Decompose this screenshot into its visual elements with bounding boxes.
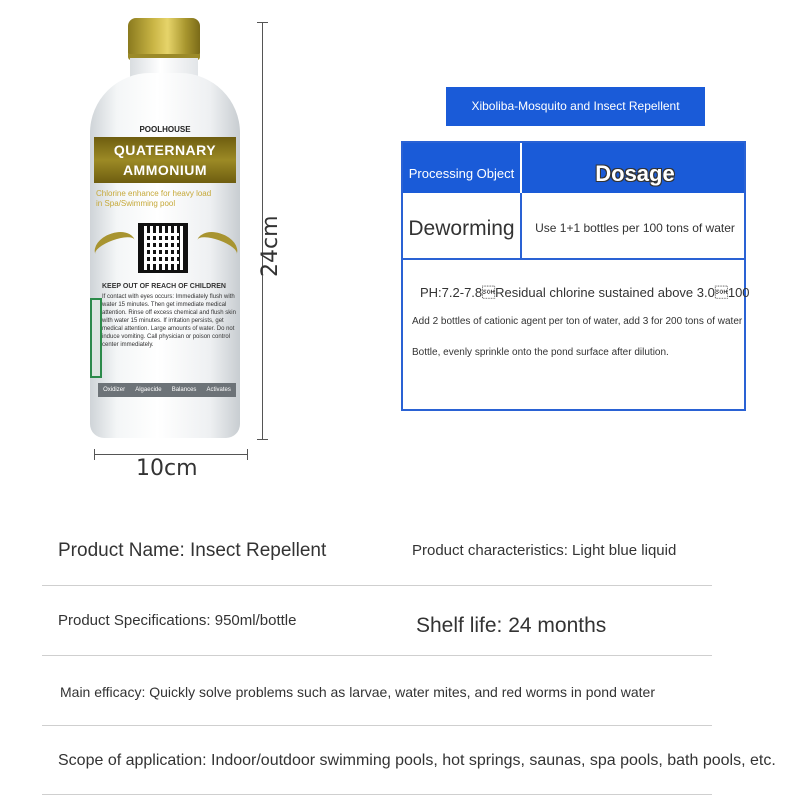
table-row: [403, 193, 744, 260]
height-dimension-label: 24cm: [258, 215, 283, 277]
bottle-foot-band: [98, 383, 236, 397]
swoosh-left-icon: [90, 227, 139, 268]
instruction-line-2: Bottle, evenly sprinkle onto the pond surface after dilution.: [412, 347, 669, 358]
product-characteristics: Product characteristics: Light blue liquid: [412, 542, 677, 559]
divider: [42, 725, 712, 726]
warning-title: KEEP OUT OF REACH OF CHILDREN: [102, 283, 226, 290]
product-specifications: Product Specifications: 950ml/bottle: [58, 612, 297, 629]
label-subtitle: Chlorine enhance for heavy load in Spa/Swimming pool: [96, 189, 212, 208]
swoosh-right-icon: [192, 227, 240, 268]
bottle-cap: [128, 18, 200, 56]
warning-text: If contact with eyes occurs: Immediately flush with water 15 minutes. Then get immediate medical attention. Rinse off excess chemical and flush skin with water 15 minutes. If irritation persists, get medical attention. Large amounts of water. Do not induce vomiting. Call physician or poison control center immediately.: [102, 294, 236, 348]
warning-block: [102, 283, 237, 349]
label-line-1: QUATERNARY: [113, 142, 217, 158]
ph-chlorine-line: PH:7.2-7.8Residual chlorine sustained above 3.0100: [420, 285, 750, 300]
foot-item: Balances: [171, 387, 197, 393]
instruction-line-1: Add 2 bottles of cationic agent per ton of water, add 3 for 200 tons of water: [412, 316, 743, 327]
scope-of-application: Scope of application: Indoor/outdoor swimming pools, hot springs, saunas, spa pools, bath pools, etc.: [58, 752, 776, 769]
product-name: Product Name: Insect Repellent: [58, 540, 327, 561]
cell-dosage: Use 1+1 bottles per 100 tons of water: [535, 221, 735, 235]
foot-item: Oxidizer: [103, 387, 126, 393]
main-efficacy: Main efficacy: Quickly solve problems such as larvae, water mites, and red worms in pond water: [60, 684, 655, 700]
header-dosage: Dosage: [595, 161, 675, 186]
product-bottle-image: [80, 18, 260, 448]
bottle-label-band: [94, 137, 236, 183]
width-dimension-label: 10cm: [136, 456, 198, 481]
foot-item: Activates: [206, 387, 231, 393]
width-dimension-line: [94, 454, 248, 455]
bottle-brand: POOLHOUSE: [139, 125, 191, 134]
header-processing-object: Processing Object: [403, 143, 522, 193]
cell-object: Deworming: [403, 193, 522, 260]
dosage-table: [401, 141, 750, 411]
divider: [42, 794, 712, 795]
qr-code-icon: [138, 223, 188, 273]
table-title: Xiboliba-Mosquito and Insect Repellent: [446, 87, 705, 126]
shelf-life: Shelf life: 24 months: [416, 614, 607, 637]
divider: [42, 655, 712, 656]
bottle-body: [90, 73, 240, 438]
divider: [42, 585, 712, 586]
table-header-row: [403, 143, 744, 193]
foot-item: Algaecide: [135, 387, 162, 393]
label-line-2: AMMONIUM: [122, 162, 208, 178]
green-panel: [90, 298, 102, 378]
